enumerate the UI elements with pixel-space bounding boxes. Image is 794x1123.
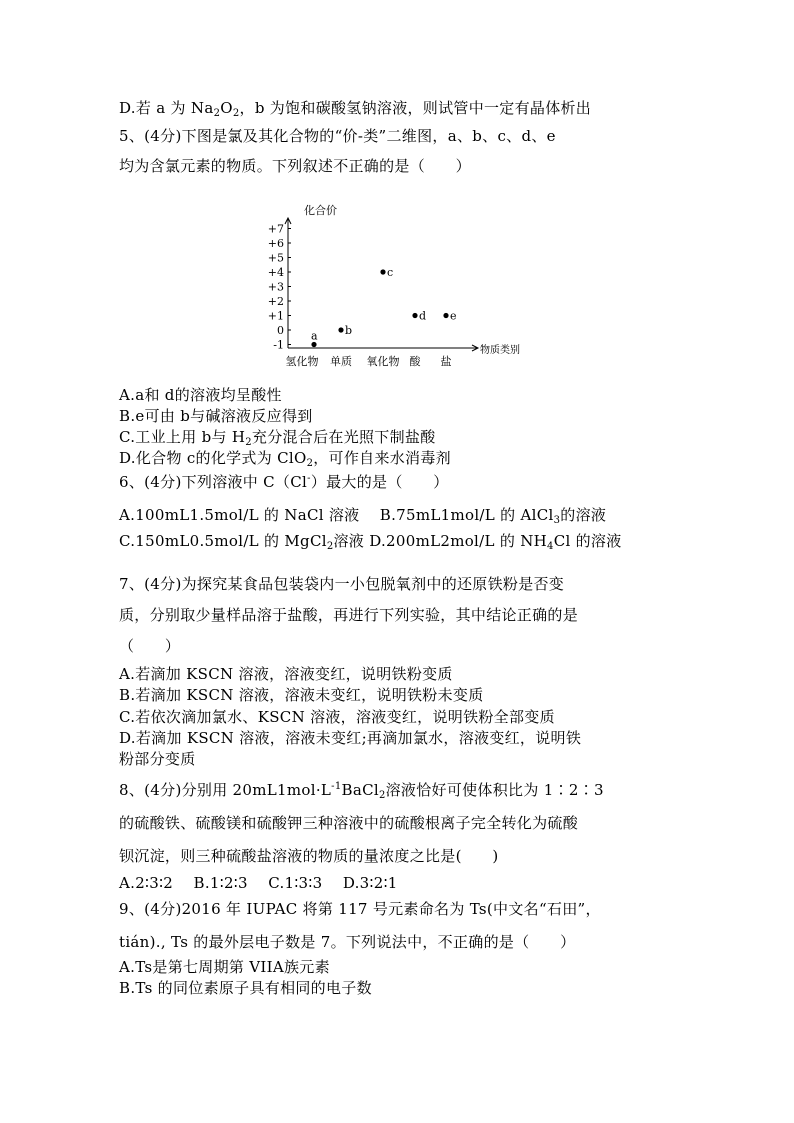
q7-option-b: B.若滴加 KSCN 溶液，溶液未变红，说明铁粉未变质 bbox=[119, 686, 484, 704]
data-label-a: a bbox=[311, 329, 318, 343]
q7-stem-line1: 7、(4分)为探究某食品包装袋内一小包脱氧剂中的还原铁粉是否变 bbox=[119, 575, 565, 593]
q8-stem-line1 bbox=[119, 779, 604, 801]
q8-l1-b: BaCl bbox=[341, 781, 379, 799]
q8-l1-sub: 2 bbox=[378, 790, 386, 801]
q5-option-a: A.a和 d的溶液均呈酸性 bbox=[119, 386, 282, 404]
q6b-c: 的溶液 bbox=[560, 506, 607, 524]
q9-stem-line1: 9、(4分)2016 年 IUPAC 将第 117 号元素命名为 Ts(中文名“石田”， bbox=[119, 900, 601, 918]
q7-option-d-line1: D.若滴加 KSCN 溶液，溶液未变红;再滴加氯水，溶液变红，说明铁 bbox=[119, 729, 582, 747]
q7-option-c: C.若依次滴加氯水、KSCN 溶液，溶液变红，说明铁粉全部变质 bbox=[119, 708, 555, 726]
data-point-b bbox=[338, 327, 343, 332]
q9-option-a: A.Ts是第七周期第 VIIA族元素 bbox=[119, 958, 330, 976]
q8-options: A.2∶3∶2 B.1∶2∶3 C.1∶3∶3 D.3∶2∶1 bbox=[119, 874, 398, 892]
x-tick-label: 单质 bbox=[330, 355, 352, 368]
q6d-c: Cl 的溶液 bbox=[553, 532, 622, 550]
data-label-d: d bbox=[419, 309, 427, 323]
y-tick-label: +5 bbox=[267, 251, 284, 265]
q7-option-a: A.若滴加 KSCN 溶液，溶液变红，说明铁粉变质 bbox=[119, 665, 453, 683]
y-tick-label: +3 bbox=[267, 280, 284, 294]
q9-stem-line2: tián)., Ts 的最外层电子数是 7。下列说法中，不正确的是（ ） bbox=[119, 933, 576, 951]
y-tick-label: +7 bbox=[267, 222, 284, 236]
x-tick-label: 氧化物 bbox=[366, 355, 400, 368]
q4d-sub-1: 2 bbox=[213, 108, 221, 119]
q8-l1-c: 溶液恰好可使体积比为 1∶2∶3 bbox=[385, 781, 604, 799]
q5d-c: ，可作自来水消毒剂 bbox=[313, 449, 451, 467]
x-tick-label: 盐 bbox=[440, 355, 452, 368]
q7-stem-line3: （ ） bbox=[119, 637, 181, 655]
q5d-a: D.化合物 c的化学式为 ClO bbox=[119, 449, 307, 467]
q8-l1-a: 8、(4分)分别用 20mL1mol·L bbox=[119, 781, 332, 799]
y-tick-label: +4 bbox=[267, 266, 284, 279]
q6-option-a: A.100mL1.5mol/L 的 NaCl 溶液 bbox=[119, 506, 360, 524]
y-tick-label: 0 bbox=[277, 324, 284, 337]
q8-l1-sup: -1 bbox=[331, 781, 342, 792]
q4d-text-e: ，b 为饱和碳酸氢钠溶液，则试管中一定有晶体析出 bbox=[239, 99, 592, 117]
q4d-text-c: O bbox=[220, 99, 233, 117]
q9-option-b: B.Ts 的同位素原子具有相同的电子数 bbox=[119, 979, 372, 997]
y-tick-label: +2 bbox=[267, 295, 284, 308]
data-point-e bbox=[443, 313, 448, 318]
data-point-a bbox=[311, 342, 316, 347]
q6-option-b: B.75mL1mol/L 的 AlCl bbox=[379, 506, 554, 524]
q7-stem-line2: 质，分别取少量样品溶于盐酸，再进行下列实验，其中结论正确的是 bbox=[119, 606, 579, 624]
q6-options-row2 bbox=[119, 530, 622, 552]
q4d-sub-2: 2 bbox=[232, 108, 240, 119]
y-axis-label: 化合价 bbox=[304, 204, 337, 217]
q5c-c: 充分混合后在光照下制盐酸 bbox=[251, 428, 436, 446]
q6d-sub: 4 bbox=[547, 541, 554, 552]
q6-options-row1 bbox=[119, 504, 606, 526]
data-point-c bbox=[380, 269, 385, 274]
q8-stem-line3: 钡沉淀，则三种硫酸盐溶液的物质的量浓度之比是( ) bbox=[119, 847, 499, 865]
x-tick-label: 氢化物 bbox=[285, 355, 319, 368]
data-label-b: b bbox=[345, 324, 353, 337]
q5-stem-line1: 5、(4分)下图是氯及其化合物的“价-类”二维图，a、b、c、d、e bbox=[119, 127, 556, 145]
q6-stem-end: ）最大的是（ ） bbox=[310, 473, 449, 491]
q6-stem-sup: - bbox=[307, 473, 311, 484]
data-point-d bbox=[412, 313, 417, 318]
q5d-sub: 2 bbox=[306, 458, 314, 469]
data-label-c: c bbox=[387, 266, 394, 279]
q6c-c: 溶液 bbox=[333, 532, 365, 550]
q5-option-c bbox=[119, 426, 436, 448]
q6c-sub: 2 bbox=[326, 541, 334, 552]
x-tick-label: 酸 bbox=[409, 355, 421, 368]
q5c-a: C.工业上用 b与 H bbox=[119, 428, 246, 446]
q8-stem-line2: 的硫酸铁、硫酸镁和硫酸钾三种溶液中的硫酸根离子完全转化为硫酸 bbox=[119, 814, 579, 832]
q5-option-d bbox=[119, 447, 451, 469]
y-tick-label: -1 bbox=[273, 338, 284, 352]
q6-stem bbox=[119, 471, 449, 492]
q5-option-b: B.e可由 b与碱溶液反应得到 bbox=[119, 407, 313, 425]
q5-stem-line2: 均为含氯元素的物质。下列叙述不正确的是（ ） bbox=[119, 157, 471, 175]
q7-option-d-line2: 粉部分变质 bbox=[119, 750, 196, 768]
q6-stem-a: 6、(4分)下列溶液中 C（Cl bbox=[119, 473, 308, 491]
q4-option-d bbox=[119, 97, 591, 119]
x-axis-label: 物质类别 bbox=[480, 345, 520, 356]
q6-option-d: D.200mL2mol/L 的 NH bbox=[369, 532, 548, 550]
q4d-text-a: D.若 a 为 Na bbox=[119, 99, 214, 117]
q6-option-c: C.150mL0.5mol/L 的 MgCl bbox=[119, 532, 327, 550]
q6b-sub: 3 bbox=[553, 515, 561, 526]
y-tick-label: +1 bbox=[267, 309, 284, 323]
q5c-sub: 2 bbox=[245, 437, 252, 448]
valence-class-chart bbox=[250, 198, 550, 368]
data-label-e: e bbox=[450, 309, 457, 323]
y-tick-label: +6 bbox=[267, 237, 284, 250]
